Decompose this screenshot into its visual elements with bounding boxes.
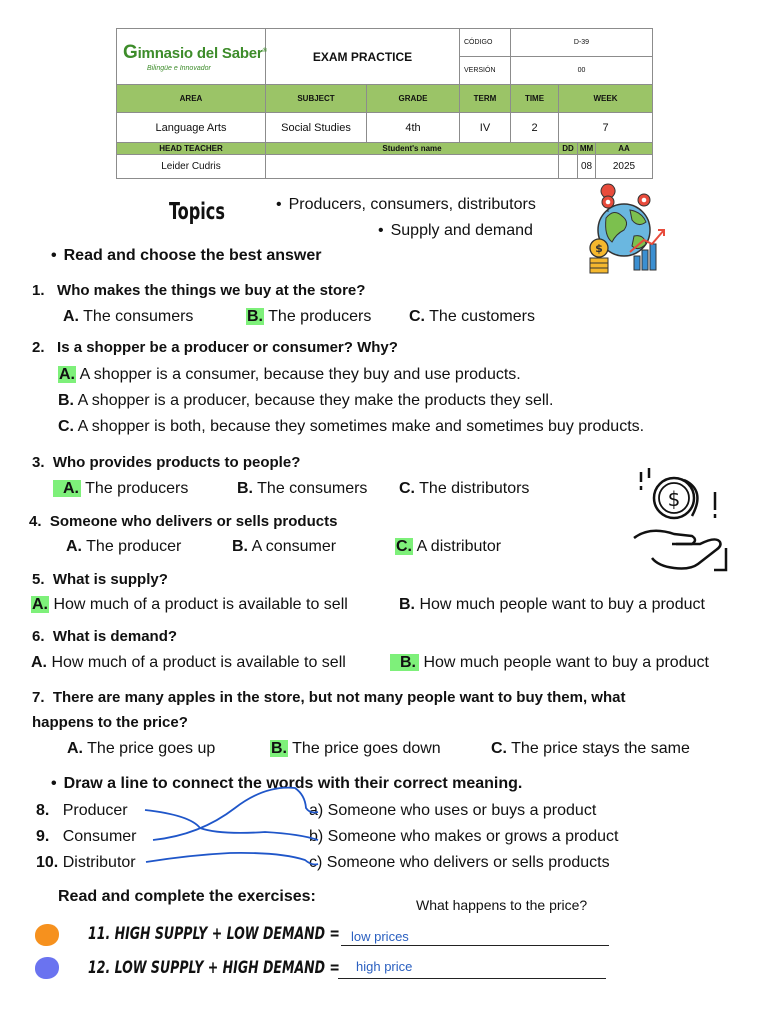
header-table [116, 28, 653, 179]
match-word[interactable]: 8. Producer [36, 802, 128, 819]
col-time: TIME [511, 85, 559, 113]
codigo-value: D-39 [511, 29, 653, 57]
grade-value: 4th [367, 113, 460, 143]
topic-item: • Supply and demand [378, 222, 533, 240]
section-instruction: Read and complete the exercises: [58, 888, 316, 905]
option[interactable]: C. A shopper is both, because they sometimes make and sometimes buy products. [58, 418, 645, 435]
area-value: Language Arts [117, 113, 266, 143]
col-subject: SUBJECT [266, 85, 367, 113]
head-teacher-label: HEAD TEACHER [117, 143, 266, 155]
student-name-field[interactable] [266, 155, 559, 179]
time-value: 2 [511, 113, 559, 143]
topic-item: • Producers, consumers, distributors [276, 196, 536, 214]
col-grade: GRADE [367, 85, 460, 113]
answer-line [338, 978, 606, 979]
answer-line [341, 945, 609, 946]
question: 6. What is demand? [32, 628, 178, 645]
teacher-value: Leider Cudris [117, 155, 266, 179]
student-name-label: Student's name [266, 143, 559, 155]
match-meaning[interactable]: b) Someone who makes or grows a product [309, 828, 619, 845]
match-word[interactable]: 10. Distributor [36, 854, 136, 871]
question: 1. Who makes the things we buy at the store? [32, 282, 366, 299]
question: 2. Is a shopper be a producer or consumer? Why? [32, 339, 398, 356]
option[interactable]: B. A shopper is a producer, because they make the products they sell. [58, 392, 554, 409]
dd-label: DD [559, 143, 578, 155]
option[interactable]: A. How much of a product is available to sell [31, 654, 346, 671]
hand-coin-icon [630, 466, 734, 576]
option-selected[interactable]: B. The producers [247, 308, 372, 325]
section-instruction: • Draw a line to connect the words with their correct meaning. [51, 775, 522, 793]
drawn-line [153, 788, 318, 840]
globe-money-icon [586, 190, 668, 274]
subject-value: Social Studies [266, 113, 367, 143]
col-week: WEEK [559, 85, 653, 113]
question: 3. Who provides products to people? [32, 454, 301, 471]
option[interactable]: A. The producer [66, 538, 182, 555]
term-value: IV [460, 113, 511, 143]
col-area: AREA [117, 85, 266, 113]
option-selected[interactable]: A. The producers [53, 480, 188, 498]
exercise-answer[interactable]: high price [356, 959, 413, 974]
mm-value: 08 [578, 155, 596, 179]
option[interactable]: C. The distributors [399, 480, 530, 497]
school-logo: Gimnasio del Saber® Bilingüe e Innovador [117, 29, 266, 85]
aa-label: AA [596, 143, 653, 155]
option[interactable]: C. The price stays the same [491, 740, 690, 757]
option-selected[interactable]: A. How much of a product is available to sell [32, 596, 348, 613]
option-selected[interactable]: B. How much people want to buy a product [390, 654, 709, 672]
svg-text:$: $ [595, 242, 603, 255]
drawn-line [145, 810, 318, 840]
exam-title: EXAM PRACTICE [266, 29, 460, 85]
purple-dot-icon [35, 957, 59, 979]
svg-text:$: $ [667, 487, 681, 511]
option-selected[interactable]: A. A shopper is a consumer, because they buy and use products. [59, 366, 521, 383]
version-label: VERSIÓN [460, 57, 511, 85]
week-value: 7 [559, 113, 653, 143]
col-term: TERM [460, 85, 511, 113]
version-value: 00 [511, 57, 653, 85]
topics-title: Topics [169, 199, 225, 225]
question-continued: happens to the price? [32, 714, 188, 731]
option[interactable]: A. The price goes up [67, 740, 216, 757]
orange-dot-icon [35, 924, 59, 946]
match-meaning[interactable]: a) Someone who uses or buys a product [309, 802, 597, 819]
option[interactable]: C. The customers [409, 308, 535, 325]
question: 7. There are many apples in the store, but not many people want to buy them, what [32, 689, 626, 706]
aa-value: 2025 [596, 155, 653, 179]
exercise-label: 11. HIGH SUPPLY + LOW DEMAND = [88, 924, 340, 944]
match-word[interactable]: 9. Consumer [36, 828, 137, 845]
option[interactable]: B. A consumer [232, 538, 337, 555]
mm-label: MM [578, 143, 596, 155]
exercise-answer[interactable]: low prices [351, 929, 409, 944]
exercise-label: 12. LOW SUPPLY + HIGH DEMAND = [88, 958, 340, 978]
option-selected[interactable]: B. The price goes down [271, 740, 441, 757]
codigo-label: CÓDIGO [460, 29, 511, 57]
match-meaning[interactable]: c) Someone who delivers or sells products [309, 854, 610, 871]
option[interactable]: A. The consumers [63, 308, 194, 325]
question: 4. Someone who delivers or sells products [29, 513, 338, 530]
dd-value [559, 155, 578, 179]
question: 5. What is supply? [32, 571, 168, 588]
option[interactable]: B. The consumers [237, 480, 368, 497]
option-selected[interactable]: C. A distributor [396, 538, 502, 555]
section-instruction: • Read and choose the best answer [51, 247, 321, 265]
price-question: What happens to the price? [416, 897, 588, 913]
drawn-line [146, 853, 318, 865]
option[interactable]: B. How much people want to buy a product [399, 596, 705, 613]
